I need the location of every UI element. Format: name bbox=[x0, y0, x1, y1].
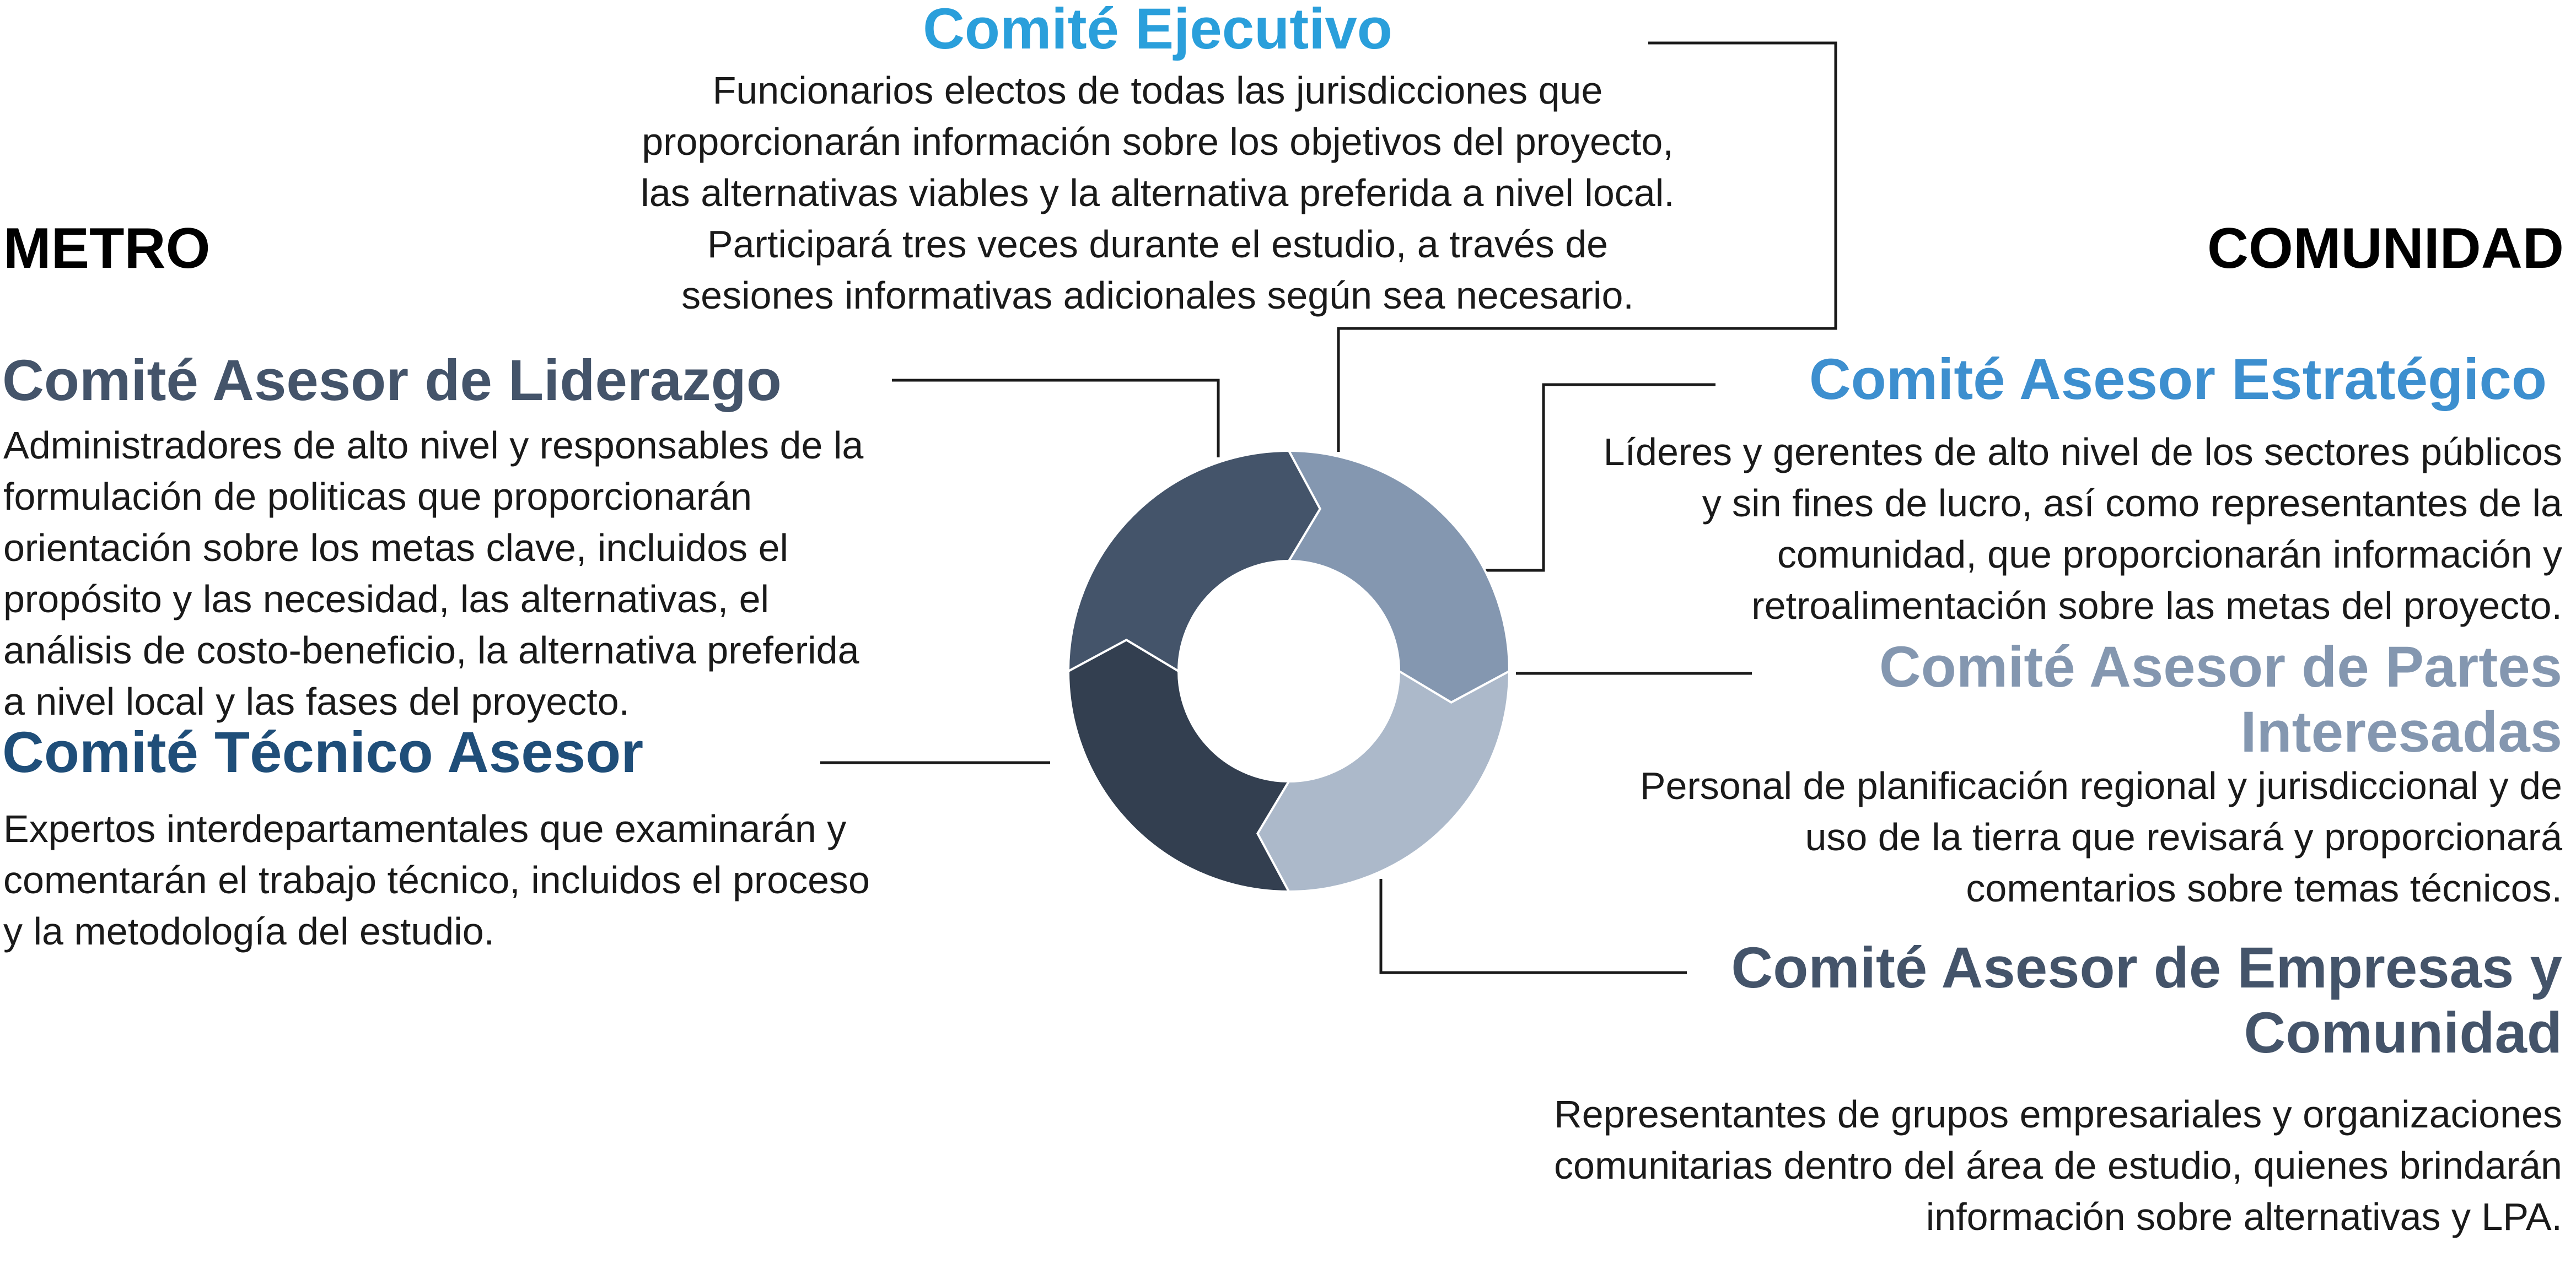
ring-segment-top-left bbox=[1068, 451, 1320, 671]
connector-ejecutivo bbox=[1338, 43, 1836, 452]
estrategico-title: Comité Asesor Estratégico bbox=[1809, 347, 2547, 412]
cycle-ring bbox=[1068, 451, 1509, 892]
metro-label: METRO bbox=[3, 217, 211, 280]
ring-segment-bottom-left bbox=[1068, 640, 1289, 892]
liderazgo-description: Administradores de alto nivel y responsables de la formulación de politicas que proporcionarán orientación sobre los metas clave, incluidos el propósito y las necesidad, las alternativas, el análisis de costo-beneficio, la alternativa preferida a nivel local y las fases del proyecto. bbox=[3, 424, 864, 724]
ejecutivo-title: Comité Ejecutivo bbox=[923, 0, 1392, 61]
empresas-description: Representantes de grupos empresariales y organizaciones comunitarias dentro del área de estudio, quienes brindarán información sobre alternativas y LPA. bbox=[1554, 1093, 2562, 1239]
ring-segment-bottom-right bbox=[1257, 671, 1509, 892]
connector-empresas bbox=[1381, 879, 1687, 973]
tecnico-title: Comité Técnico Asesor bbox=[2, 720, 644, 785]
partes-title: Comité Asesor de Partes Interesadas bbox=[1879, 635, 2562, 764]
ring-segment-top-right bbox=[1289, 451, 1509, 703]
tecnico-description: Expertos interdepartamentales que examinarán y comentarán el trabajo técnico, incluidos el proceso y la metodología del estudio. bbox=[3, 807, 870, 953]
empresas-title: Comité Asesor de Empresas y Comunidad bbox=[1731, 936, 2562, 1065]
comunidad-label: COMUNIDAD bbox=[2207, 217, 2564, 280]
partes-description: Personal de planificación regional y jurisdiccional y de uso de la tierra que revisará y proporcionará comentarios sobre temas técnicos. bbox=[1639, 764, 2562, 910]
connector-estrategico bbox=[1486, 385, 1715, 570]
connector-liderazgo bbox=[892, 380, 1218, 457]
liderazgo-title: Comité Asesor de Liderazgo bbox=[2, 348, 782, 413]
estrategico-description: Líderes y gerentes de alto nivel de los sectores públicos y sin fines de lucro, así como representantes de la comunidad, que proporcionarán información y retroalimentación sobre las metas del proyecto. bbox=[1603, 430, 2562, 628]
ejecutivo-description: Funcionarios electos de todas las jurisdicciones que proporcionarán información sobre los objetivos del proyecto, las alternativas viables y la alternativa preferida a nivel local. Participará tres veces durante el estudio, a través de sesiones informativas adicionales según sea necesario. bbox=[641, 69, 1675, 317]
